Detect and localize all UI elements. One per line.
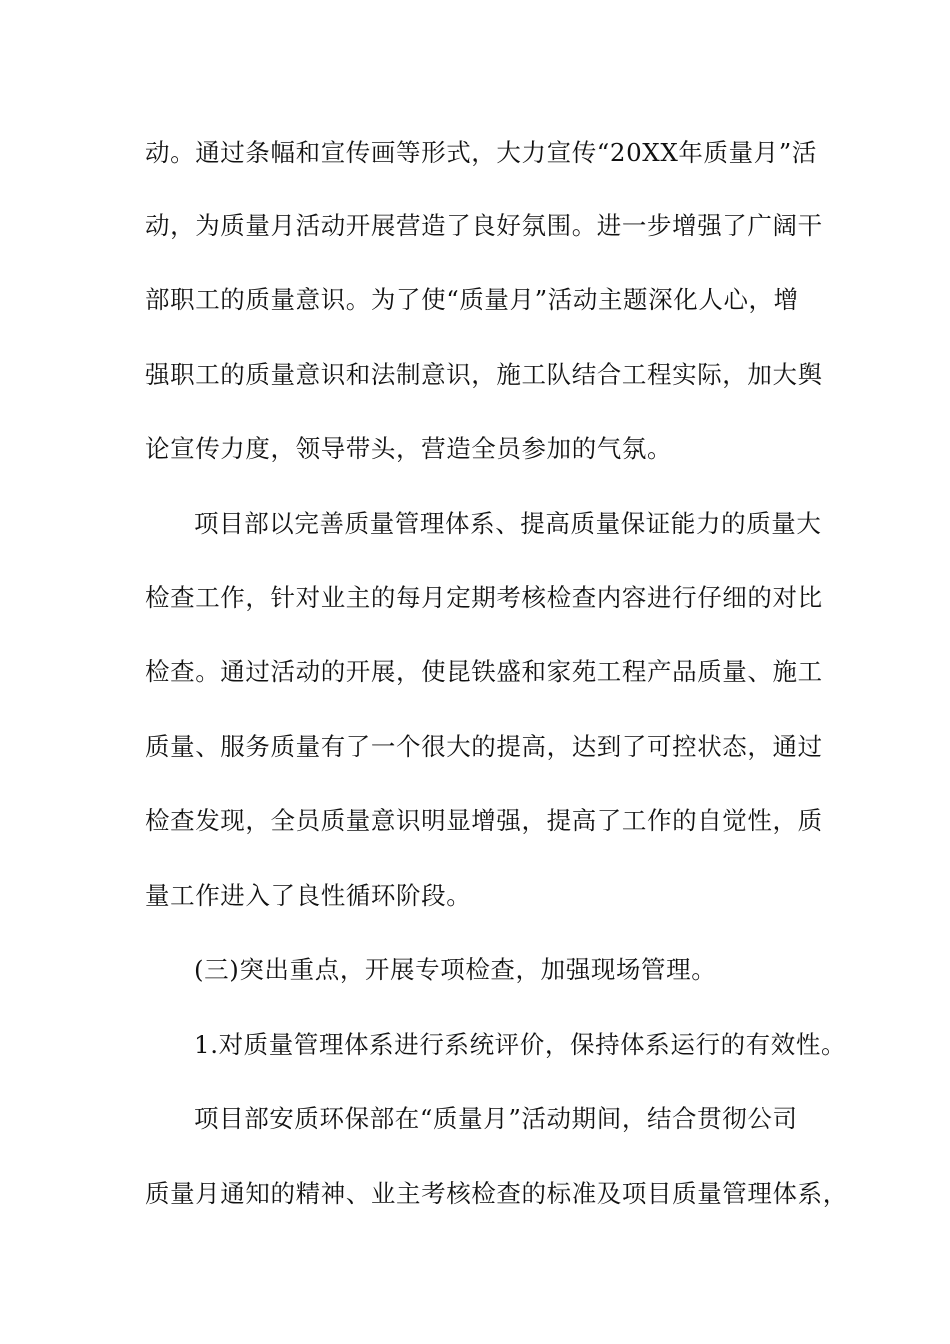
paragraph-line: 检查。通过活动的开展，使昆铁盛和家苑工程产品质量、施工 — [145, 657, 823, 686]
paragraph-line: 动，为质量月活动开展营造了良好氛围。进一步增强了广阔干 — [145, 211, 823, 240]
paragraph-line: 检查发现，全员质量意识明显增强，提高了工作的自觉性，质 — [145, 806, 823, 835]
paragraph-line: 检查工作，针对业主的每月定期考核检查内容进行仔细的对比 — [145, 583, 823, 612]
paragraph-line: 部职工的质量意识。为了使“质量月”活动主题深化人心，增 — [145, 285, 799, 314]
paragraph-line-indented: 项目部以完善质量管理体系、提高质量保证能力的质量大 — [194, 509, 822, 538]
paragraph-line: 质量、服务质量有了一个很大的提高，达到了可控状态，通过 — [145, 732, 823, 761]
paragraph-line: 质量月通知的精神、业主考核检查的标准及项目质量管理体系， — [145, 1179, 848, 1208]
paragraph-line: 强职工的质量意识和法制意识，施工队结合工程实际，加大舆 — [145, 360, 823, 389]
paragraph-line: 论宣传力度，领导带头，营造全员参加的气氛。 — [145, 434, 673, 463]
subsection-heading: 1.对质量管理体系进行系统评价，保持体系运行的有效性。 — [194, 1030, 847, 1059]
section-heading: (三)突出重点，开展专项检查，加强现场管理。 — [194, 955, 717, 984]
paragraph-line-indented: 项目部安质环保部在“质量月”活动期间，结合贯彻公司 — [194, 1104, 798, 1133]
paragraph-line: 动。通过条幅和宣传画等形式，大力宣传“20XX年质量月”活 — [145, 138, 818, 167]
paragraph-line: 量工作进入了良性循环阶段。 — [145, 881, 472, 910]
